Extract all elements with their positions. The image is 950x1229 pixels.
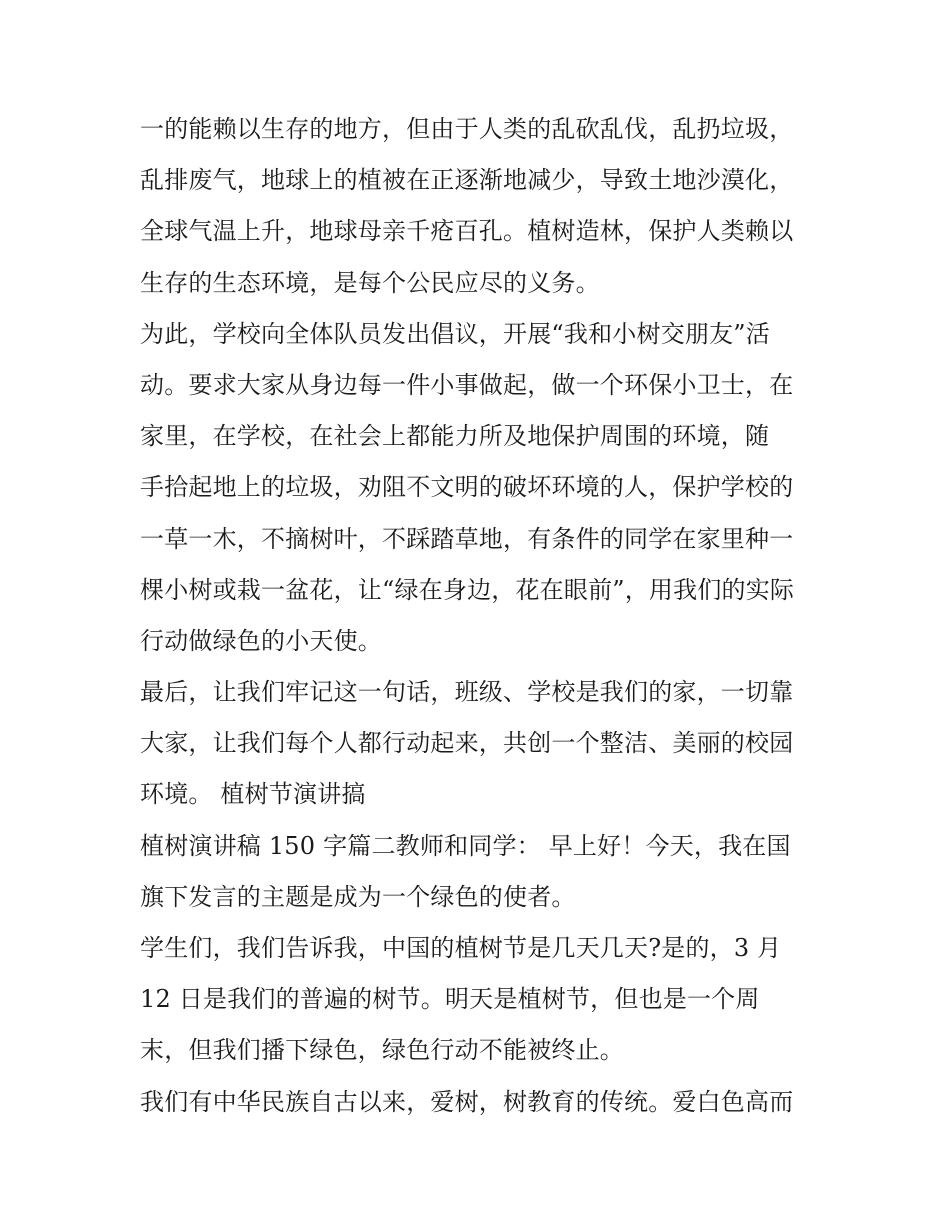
text-line: 为此，学校向全体队员发出倡议，开展“我和小树交朋友”活 [140, 319, 770, 348]
text-line: 学生们，我们告诉我，中国的植树节是几天几天?是的，3 月 [140, 934, 782, 962]
text-line: 一草一木，不摘树叶，不踩踏草地，有条件的同学在家里种一 [140, 524, 794, 553]
text-line: 棵小树或栽一盆花，让“绿在身边，花在眼前”，用我们的实际 [140, 575, 795, 604]
text-line: 植树演讲稿 150 字篇二教师和同学： 早上好！今天，我在国 [140, 831, 791, 860]
text-line: 旗下发言的主题是成为一个绿色的使者。 [140, 882, 576, 911]
text-line: 行动做绿色的小天使。 [140, 626, 382, 655]
text-line: 动。要求大家从身边每一件小事做起，做一个环保小卫士，在 [140, 370, 794, 399]
text-line: 12 日是我们的普遍的树节。明天是植树节，但也是一个周 [140, 985, 760, 1014]
document-body [140, 104, 840, 1128]
text-line: 一的能赖以生存的地方，但由于人类的乱砍乱伐，乱扔垃圾， [140, 115, 794, 143]
text-line: 生存的生态环境，是每个公民应尽的义务。 [140, 268, 600, 297]
text-line: 末，但我们播下绿色，绿色行动不能被终止。 [140, 1036, 624, 1065]
text-line: 环境。 植树节演讲搞 [140, 780, 366, 809]
text-line: 乱排废气，地球上的植被在正逐渐地减少，导致土地沙漠化， [140, 166, 794, 195]
text-line: 全球气温上升，地球母亲千疮百孔。植树造林，保护人类赖以 [140, 217, 794, 246]
text-line: 大家，让我们每个人都行动起来，共创一个整洁、美丽的校园 [140, 729, 794, 758]
text-line: 手拾起地上的垃圾，劝阻不文明的破坏环境的人，保护学校的 [140, 473, 794, 502]
text-line: 最后，让我们牢记这一句话，班级、学校是我们的家，一切靠 [140, 678, 794, 707]
text-line: 家里，在学校，在社会上都能力所及地保护周围的环境，随 [140, 422, 770, 451]
text-line: 我们有中华民族自古以来，爱树，树教育的传统。爱白色高而 [140, 1087, 794, 1116]
